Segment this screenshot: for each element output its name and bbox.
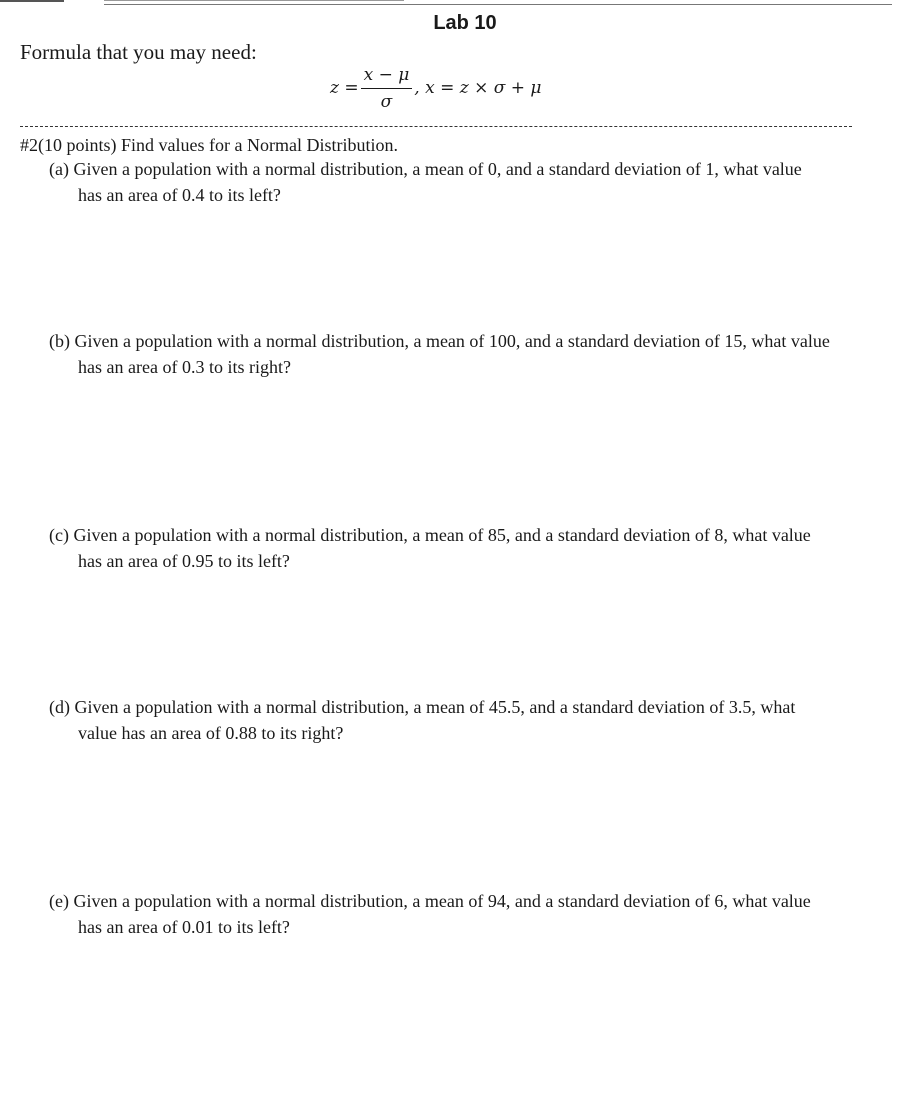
formula (330, 60, 541, 116)
top-rule (104, 4, 892, 5)
question-line2: value has an area of 0.88 to its right? (78, 723, 344, 743)
dashed-divider (20, 126, 852, 127)
question-label: (b) (49, 331, 70, 351)
question-line1: Given a population with a normal distribution, a mean of 45.5, and a standard deviation of 3.5, what (74, 697, 796, 717)
formula-denominator: σ (380, 91, 393, 112)
question-label: (e) (49, 891, 69, 911)
formula-second: , x = z × σ + μ (414, 78, 542, 98)
question-c (49, 522, 899, 574)
question-line2: has an area of 0.4 to its left? (78, 185, 281, 205)
top-rule-left (0, 0, 64, 2)
question-d (49, 694, 899, 746)
formula-numerator: x − μ (361, 65, 413, 89)
question-a (49, 156, 899, 208)
formula-z-symbol: z = (330, 78, 359, 98)
question-line1: Given a population with a normal distribution, a mean of 0, and a standard deviation of 1, what value (73, 159, 802, 179)
question-label: (c) (49, 525, 69, 545)
question-line2: has an area of 0.95 to its left? (78, 551, 290, 571)
question-label: (a) (49, 159, 69, 179)
question-line1: Given a population with a normal distribution, a mean of 94, and a standard deviation of 6, what value (73, 891, 811, 911)
question-line2: has an area of 0.3 to its right? (78, 357, 291, 377)
problem-heading: #2(10 points) Find values for a Normal Distribution. (20, 135, 398, 155)
question-line1: Given a population with a normal distribution, a mean of 100, and a standard deviation of 15, what value (74, 331, 830, 351)
page-title: Lab 10 (433, 12, 497, 34)
question-line1: Given a population with a normal distribution, a mean of 85, and a standard deviation of 8, what value (73, 525, 811, 545)
top-rule-upper (104, 0, 404, 1)
question-label: (d) (49, 697, 70, 717)
formula-fraction (361, 65, 413, 112)
question-b (49, 328, 899, 380)
question-line2: has an area of 0.01 to its left? (78, 917, 290, 937)
question-e (49, 888, 899, 940)
formula-label: Formula that you may need: (20, 40, 257, 64)
